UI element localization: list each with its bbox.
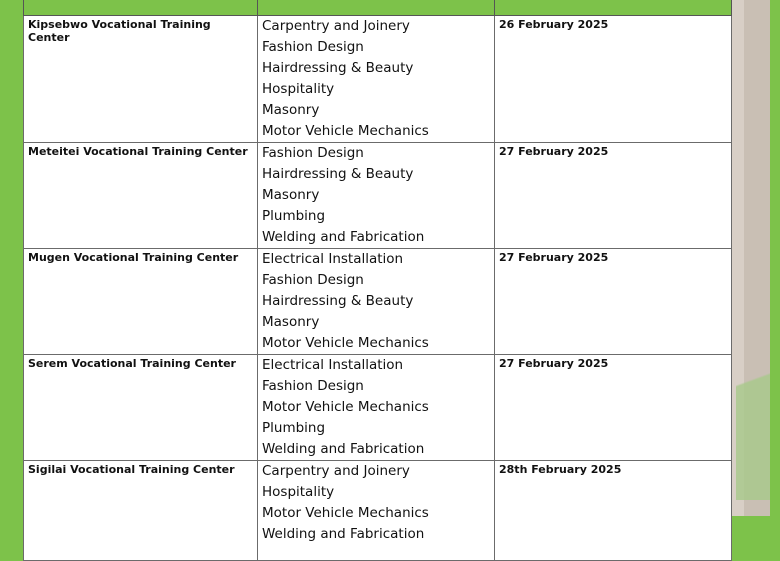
courses-cell — [258, 355, 495, 461]
course-item: Plumbing — [262, 208, 326, 224]
table-row — [24, 249, 732, 355]
training-center-name: Meteitei Vocational Training Center — [24, 143, 258, 249]
course-item: Electrical Installation — [262, 357, 404, 373]
course-item: Carpentry and Joinery — [262, 18, 410, 34]
schedule-table — [23, 0, 732, 561]
courses-cell — [258, 461, 495, 561]
table-row — [24, 461, 732, 561]
date-cell: 26 February 2025 — [495, 16, 732, 143]
courses-cell — [258, 249, 495, 355]
training-center-name: Sigilai Vocational Training Center — [24, 461, 258, 561]
date-cell: 27 February 2025 — [495, 249, 732, 355]
panel-wedge — [736, 300, 770, 500]
decorative-side-panel — [732, 0, 770, 516]
course-item: Plumbing — [262, 420, 326, 436]
course-item: Hospitality — [262, 484, 335, 500]
course-item: Hairdressing & Beauty — [262, 293, 414, 309]
training-center-name: Kipsebwo Vocational Training Center — [24, 16, 258, 143]
course-item: Welding and Fabrication — [262, 526, 425, 542]
table-header-row — [24, 0, 732, 16]
course-item: Hairdressing & Beauty — [262, 166, 414, 182]
course-item: Hairdressing & Beauty — [262, 60, 414, 76]
training-center-name: Mugen Vocational Training Center — [24, 249, 258, 355]
date-cell: 28th February 2025 — [495, 461, 732, 561]
course-item: Hospitality — [262, 81, 335, 97]
course-item: Motor Vehicle Mechanics — [262, 399, 429, 415]
course-item: Fashion Design — [262, 39, 364, 55]
course-item: Masonry — [262, 314, 320, 330]
course-item: Motor Vehicle Mechanics — [262, 505, 429, 521]
header-date — [495, 0, 732, 16]
course-item: Electrical Installation — [262, 251, 404, 267]
table-body — [24, 16, 732, 561]
table-row — [24, 16, 732, 143]
course-item: Motor Vehicle Mechanics — [262, 335, 429, 351]
course-item: Fashion Design — [262, 145, 364, 161]
course-item: Welding and Fabrication — [262, 229, 425, 245]
course-item: Carpentry and Joinery — [262, 463, 410, 479]
course-item: Masonry — [262, 187, 320, 203]
table-row — [24, 143, 732, 249]
date-cell: 27 February 2025 — [495, 355, 732, 461]
courses-cell — [258, 16, 495, 143]
header-courses — [258, 0, 495, 16]
courses-cell — [258, 143, 495, 249]
course-item: Motor Vehicle Mechanics — [262, 123, 429, 139]
course-item: Welding and Fabrication — [262, 441, 425, 457]
table-row — [24, 355, 732, 461]
date-cell: 27 February 2025 — [495, 143, 732, 249]
green-border-right — [770, 0, 780, 516]
course-item: Fashion Design — [262, 378, 364, 394]
header-center — [24, 0, 258, 16]
training-center-name: Serem Vocational Training Center — [24, 355, 258, 461]
course-item: Masonry — [262, 102, 320, 118]
course-item: Fashion Design — [262, 272, 364, 288]
